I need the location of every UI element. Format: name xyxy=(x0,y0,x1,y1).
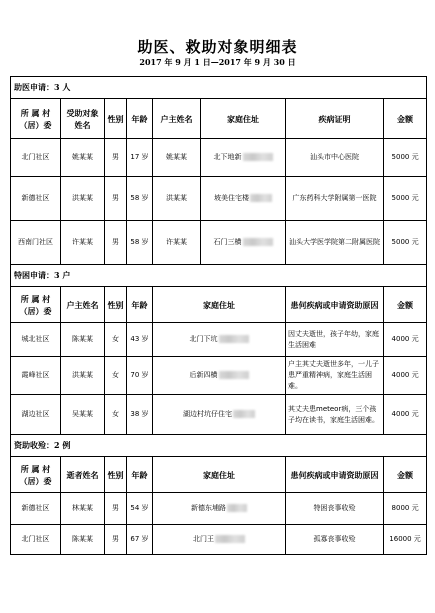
col-header: 年龄 xyxy=(127,99,153,139)
cell-age: 58 岁 xyxy=(127,177,153,221)
cell-community: 湖边社区 xyxy=(11,395,61,435)
col-header: 户主姓名 xyxy=(61,287,105,323)
redacted-block xyxy=(227,504,247,512)
cell-name: 林某某 xyxy=(61,493,105,525)
address-text: 坡美住宅楼 xyxy=(214,194,249,202)
cell-community: 霞峰社区 xyxy=(11,357,61,395)
col-header: 受助对象姓名 xyxy=(61,99,105,139)
cell-name: 许某某 xyxy=(61,221,105,265)
col-header: 患何疾病或申请资助原因 xyxy=(286,457,384,493)
address-text: 湖边村坑仔住宅 xyxy=(183,410,232,418)
col-header: 性别 xyxy=(105,99,127,139)
cell-address xyxy=(153,395,286,435)
page-title: 助医、救助对象明细表 xyxy=(137,38,298,56)
redacted-block xyxy=(243,238,273,246)
section-heading-funeral: 资助收殓：2 例 xyxy=(11,435,427,457)
cell-community: 西南门社区 xyxy=(11,221,61,265)
date-range: 2017 年 9 月 1 日—2017 年 9 月 30 日 xyxy=(139,57,296,67)
cell-amount: 16000 元 xyxy=(384,525,427,555)
cell-gender: 女 xyxy=(105,357,127,395)
cell-community: 城北社区 xyxy=(11,323,61,357)
col-header: 性别 xyxy=(105,457,127,493)
redacted-block xyxy=(219,371,249,379)
cell-head: 许某某 xyxy=(153,221,201,265)
cell-gender: 女 xyxy=(105,323,127,357)
col-header: 患何疾病或申请资助原因 xyxy=(286,287,384,323)
cell-gender: 男 xyxy=(105,221,127,265)
cell-head: 吴某某 xyxy=(61,395,105,435)
cell-age: 70 岁 xyxy=(127,357,153,395)
col-header: 年龄 xyxy=(127,457,153,493)
cell-address xyxy=(153,357,286,395)
table-header-row xyxy=(11,457,427,493)
cell-community: 新德社区 xyxy=(11,177,61,221)
cell-gender: 女 xyxy=(105,395,127,435)
cell-gender: 男 xyxy=(105,177,127,221)
cell-community: 北门社区 xyxy=(11,525,61,555)
col-header: 所 属 村（居）委 xyxy=(11,287,61,323)
cell-amount: 8000 元 xyxy=(384,493,427,525)
col-header: 金额 xyxy=(384,457,427,493)
cell-head: 洪某某 xyxy=(61,357,105,395)
cell-gender: 男 xyxy=(105,493,127,525)
table-row xyxy=(11,139,427,177)
section-heading-hardship: 特困申请：3 户 xyxy=(11,265,427,287)
cell-community: 北门社区 xyxy=(11,139,61,177)
cell-name: 洪某某 xyxy=(61,177,105,221)
cell-reason: 因丈夫逝世，孩子年幼，家庭生活困难 xyxy=(286,323,384,357)
cell-reason: 特困丧事收殓 xyxy=(286,493,384,525)
cell-address xyxy=(201,177,286,221)
cell-gender: 男 xyxy=(105,525,127,555)
section-heading-medical: 助医申请：3 人 xyxy=(11,77,427,99)
table-row xyxy=(11,357,427,395)
address-text: 后新四横 xyxy=(189,371,218,379)
col-header: 金额 xyxy=(384,99,427,139)
table-row xyxy=(11,221,427,265)
cell-gender: 男 xyxy=(105,139,127,177)
col-header: 所 属 村（居）委 xyxy=(11,457,61,493)
address-text: 北门王 xyxy=(193,535,214,543)
col-header: 家庭住址 xyxy=(153,457,286,493)
cell-name: 姚某某 xyxy=(61,139,105,177)
cell-address xyxy=(201,139,286,177)
table-row xyxy=(11,493,427,525)
cell-address xyxy=(153,493,286,525)
cell-head: 洪某某 xyxy=(153,177,201,221)
cell-age: 38 岁 xyxy=(127,395,153,435)
col-header: 性别 xyxy=(105,287,127,323)
cell-amount: 5000 元 xyxy=(384,221,427,265)
cell-amount: 4000 元 xyxy=(384,395,427,435)
col-header: 逝者姓名 xyxy=(61,457,105,493)
cell-address xyxy=(153,323,286,357)
cell-proof: 汕头市中心医院 xyxy=(286,139,384,177)
cell-reason: 户主其丈夫逝世多年，一儿子患严重精神病，家庭生活困难。 xyxy=(286,357,384,395)
col-header: 疾病证明 xyxy=(286,99,384,139)
detail-table xyxy=(10,76,427,555)
cell-address xyxy=(201,221,286,265)
address-text: 石门三横 xyxy=(213,238,242,246)
table-header-row xyxy=(11,99,427,139)
cell-amount: 5000 元 xyxy=(384,139,427,177)
cell-reason: 其丈夫患meteor病，三个孩子均在读书，家庭生活困难。 xyxy=(286,395,384,435)
col-header: 金额 xyxy=(384,287,427,323)
cell-age: 54 岁 xyxy=(127,493,153,525)
cell-age: 17 岁 xyxy=(127,139,153,177)
cell-amount: 4000 元 xyxy=(384,323,427,357)
table-row xyxy=(11,323,427,357)
cell-reason: 孤寡丧事收殓 xyxy=(286,525,384,555)
table-row xyxy=(11,177,427,221)
col-header: 所 属 村（居）委 xyxy=(11,99,61,139)
cell-proof: 汕头大学医学院第二附属医院 xyxy=(286,221,384,265)
cell-age: 67 岁 xyxy=(127,525,153,555)
table-row xyxy=(11,525,427,555)
cell-amount: 4000 元 xyxy=(384,357,427,395)
redacted-block xyxy=(233,410,255,418)
cell-head: 陈某某 xyxy=(61,323,105,357)
redacted-block xyxy=(250,194,272,202)
redacted-block xyxy=(243,153,273,161)
cell-address xyxy=(153,525,286,555)
cell-proof: 广东药科大学附属第一医院 xyxy=(286,177,384,221)
address-text: 北下地新 xyxy=(213,153,242,161)
cell-amount: 5000 元 xyxy=(384,177,427,221)
redacted-block xyxy=(219,335,249,343)
cell-community: 新德社区 xyxy=(11,493,61,525)
table-row xyxy=(11,395,427,435)
col-header: 家庭住址 xyxy=(153,287,286,323)
table-header-row xyxy=(11,287,427,323)
cell-head: 姚某某 xyxy=(153,139,201,177)
address-text: 北门下坑 xyxy=(189,335,218,343)
address-text: 新德东埔路 xyxy=(191,504,226,512)
cell-name: 陈某某 xyxy=(61,525,105,555)
col-header: 户主姓名 xyxy=(153,99,201,139)
cell-age: 43 岁 xyxy=(127,323,153,357)
redacted-block xyxy=(215,535,245,543)
cell-age: 58 岁 xyxy=(127,221,153,265)
col-header: 家庭住址 xyxy=(201,99,286,139)
col-header: 年龄 xyxy=(127,287,153,323)
